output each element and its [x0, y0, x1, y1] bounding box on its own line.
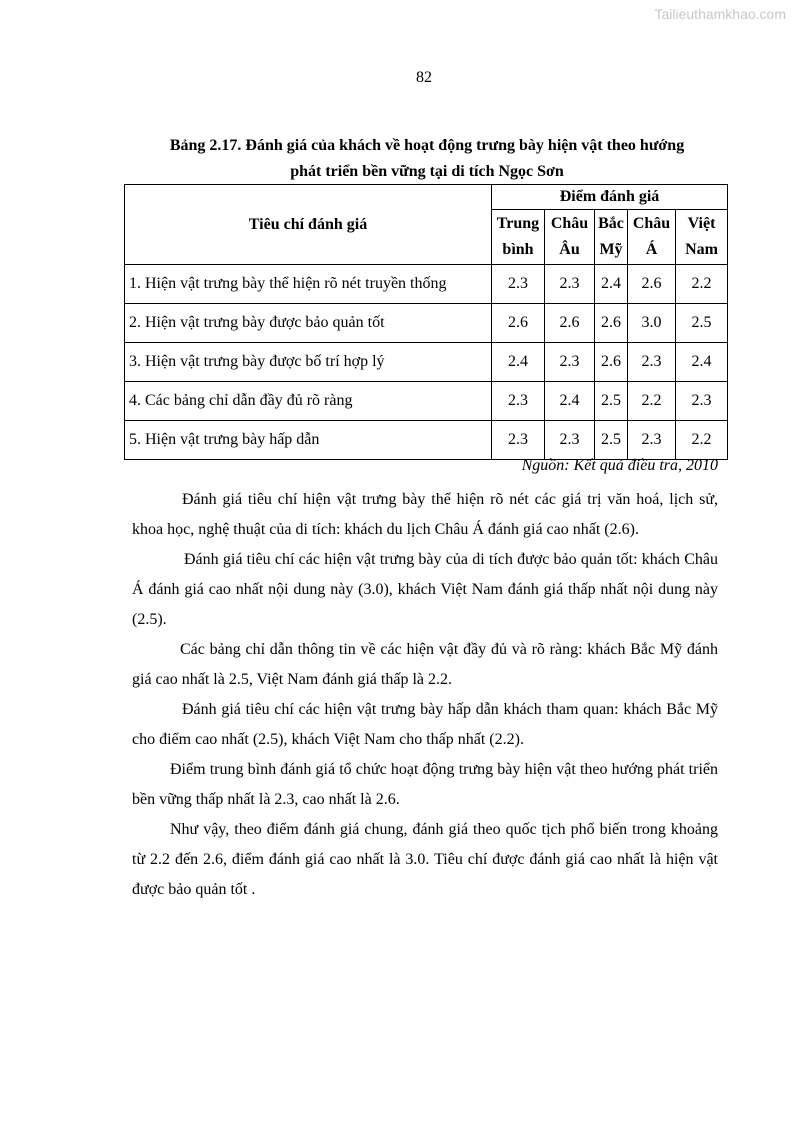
value-cell: 2.6	[628, 265, 676, 304]
criteria-cell: 5. Hiện vật trưng bày hấp dẫn	[125, 421, 492, 460]
value-cell: 2.6	[492, 304, 545, 343]
criteria-cell: 2. Hiện vật trưng bày được bảo quản tốt	[125, 304, 492, 343]
column-header: Trung bình	[492, 210, 545, 265]
caption-line-2: phát triển bền vững tại di tích Ngọc Sơn	[290, 163, 564, 180]
evaluation-table	[124, 184, 728, 460]
value-cell: 2.3	[628, 421, 676, 460]
value-cell: 2.2	[676, 421, 728, 460]
value-cell: 2.3	[676, 382, 728, 421]
table-row	[125, 421, 728, 460]
table-caption	[125, 133, 729, 185]
table-source: Nguồn: Kết quả điều tra, 2010	[521, 457, 718, 474]
table-header-row	[125, 185, 728, 210]
criteria-cell: 4. Các bảng chỉ dẫn đầy đủ rõ ràng	[125, 382, 492, 421]
table-row	[125, 382, 728, 421]
criteria-cell: 3. Hiện vật trưng bày được bố trí hợp lý	[125, 343, 492, 382]
page-number: 82	[416, 69, 432, 86]
value-cell: 2.3	[492, 265, 545, 304]
caption-line-1: Bảng 2.17. Đánh giá của khách về hoạt động trưng bày hiện vật theo hướng	[169, 137, 685, 154]
value-cell: 2.4	[492, 343, 545, 382]
value-cell: 2.3	[492, 382, 545, 421]
paragraph: Các bảng chỉ dẫn thông tin về các hiện vật đầy đủ và rõ ràng: khách Bắc Mỹ đánh giá cao nhất là 2.5, Việt Nam đánh giá thấp là 2.2.	[132, 641, 718, 688]
paragraph: Đánh giá tiêu chí các hiện vật trưng bày hấp dẫn khách tham quan: khách Bắc Mỹ cho điểm cao nhất (2.5), khách Việt Nam cho thấp nhất (2.2).	[132, 701, 718, 748]
paragraph: Đánh giá tiêu chí các hiện vật trưng bày của di tích được bảo quản tốt: khách Châu Á đánh giá cao nhất nội dung này (3.0), khách Việt Nam đánh giá thấp nhất nội dung này (2.5).	[132, 551, 718, 628]
paragraph: Như vậy, theo điểm đánh giá chung, đánh giá theo quốc tịch phổ biến trong khoảng từ 2.2 đến 2.6, điểm đánh giá cao nhất là 3.0. Tiêu chí được đánh giá cao nhất là hiện vật được bảo quản tốt .	[132, 821, 718, 898]
table-row	[125, 343, 728, 382]
score-group-header: Điểm đánh giá	[492, 185, 728, 210]
table-row	[125, 265, 728, 304]
value-cell: 2.3	[545, 343, 595, 382]
value-cell: 2.5	[595, 382, 628, 421]
paragraph: Điểm trung bình đánh giá tổ chức hoạt động trưng bày hiện vật theo hướng phát triển bền vững thấp nhất là 2.3, cao nhất là 2.6.	[132, 761, 718, 808]
value-cell: 2.4	[595, 265, 628, 304]
column-header: Việt Nam	[676, 210, 728, 265]
watermark: Tailieuthamkhao.com	[654, 6, 786, 22]
paragraph: Đánh giá tiêu chí hiện vật trưng bày thể hiện rõ nét các giá trị văn hoá, lịch sử, khoa học, nghệ thuật của di tích: khách du lịch Châu Á đánh giá cao nhất (2.6).	[132, 491, 718, 538]
body-text	[132, 485, 718, 905]
value-cell: 2.5	[595, 421, 628, 460]
value-cell: 2.2	[676, 265, 728, 304]
value-cell: 2.4	[676, 343, 728, 382]
column-header: Châu Âu	[545, 210, 595, 265]
value-cell: 2.5	[676, 304, 728, 343]
table-row	[125, 304, 728, 343]
value-cell: 2.4	[545, 382, 595, 421]
criteria-header: Tiêu chí đánh giá	[125, 185, 492, 265]
column-header: Châu Á	[628, 210, 676, 265]
value-cell: 2.6	[595, 343, 628, 382]
value-cell: 2.2	[628, 382, 676, 421]
value-cell: 3.0	[628, 304, 676, 343]
value-cell: 2.3	[628, 343, 676, 382]
value-cell: 2.3	[545, 421, 595, 460]
value-cell: 2.6	[545, 304, 595, 343]
value-cell: 2.3	[492, 421, 545, 460]
value-cell: 2.3	[545, 265, 595, 304]
column-header: Bắc Mỹ	[595, 210, 628, 265]
criteria-cell: 1. Hiện vật trưng bày thể hiện rõ nét truyền thống	[125, 265, 492, 304]
value-cell: 2.6	[595, 304, 628, 343]
